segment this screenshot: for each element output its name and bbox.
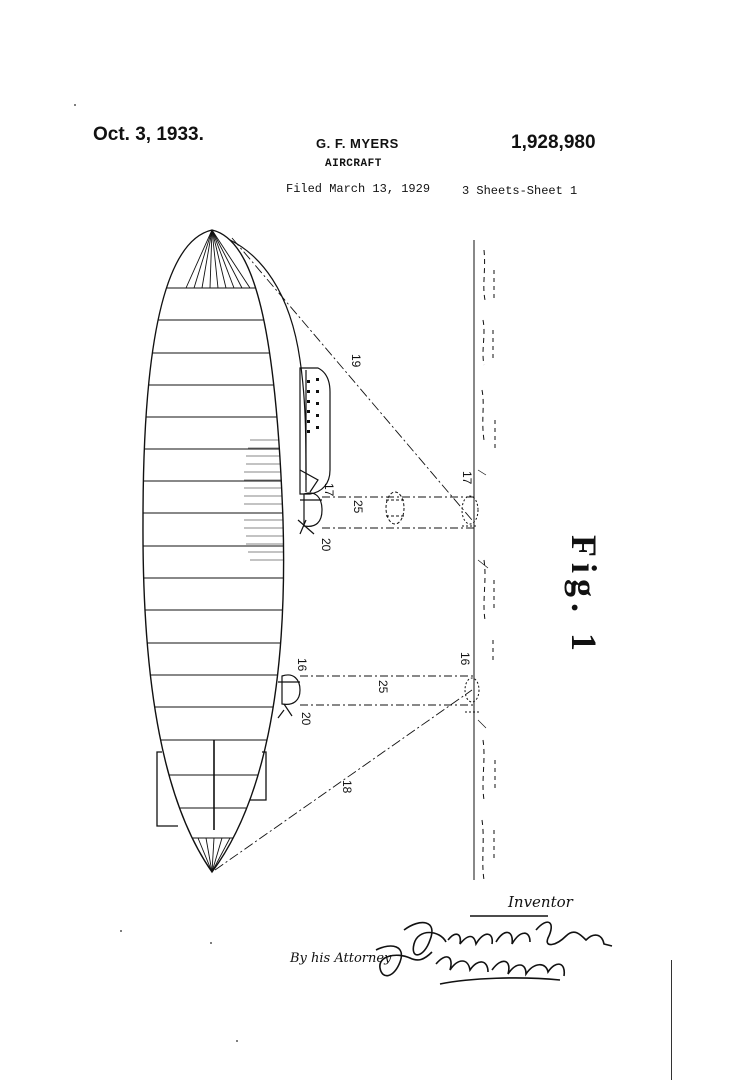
scan-speck	[120, 930, 122, 932]
ref-hook-rear: 20	[299, 712, 313, 726]
inventor-signature	[404, 916, 612, 955]
attorney-signature	[376, 946, 564, 984]
ref-car-front-ground: 17	[460, 471, 474, 485]
airship	[100, 230, 320, 872]
ground-surface	[474, 240, 495, 880]
ref-lift-rear: 25	[376, 680, 390, 694]
passenger-gondola	[300, 368, 330, 494]
front-car-attached	[298, 493, 322, 534]
inventor-name: G. F. MYERS	[316, 136, 399, 151]
scan-speck	[210, 942, 212, 944]
scan-speck	[74, 104, 76, 106]
ref-line-upper: 19	[349, 354, 363, 368]
ground-car-rear	[465, 678, 479, 712]
ref-line-lower: 18	[340, 780, 354, 794]
inventor-label: Inventor	[508, 893, 573, 911]
lift-paths	[300, 497, 474, 705]
rear-car-attached	[278, 675, 300, 718]
mooring-line-upper	[232, 238, 472, 520]
attorney-by-line: By his Attorney	[290, 951, 392, 966]
patent-title: AIRCRAFT	[325, 158, 382, 170]
ref-hook-front: 20	[319, 538, 333, 552]
ref-lift-front: 25	[351, 500, 365, 514]
filing-date: Filed March 13, 1929	[286, 182, 431, 196]
patent-number: 1,928,980	[511, 132, 596, 153]
airship-spine	[230, 240, 306, 480]
ref-car-rear-ground: 16	[458, 652, 472, 666]
scan-speck	[236, 1040, 238, 1042]
tail-fin-left	[157, 752, 178, 826]
figure-label: Fig. 1	[564, 535, 604, 657]
ref-car-front: 17	[322, 483, 336, 497]
ref-car-rear: 16	[295, 658, 309, 672]
sheet-count: 3 Sheets-Sheet 1	[462, 184, 578, 198]
patent-date: Oct. 3, 1933.	[93, 124, 204, 145]
ground-car-front	[462, 496, 478, 526]
margin-rule	[671, 960, 672, 1080]
hull-frames	[100, 230, 320, 872]
